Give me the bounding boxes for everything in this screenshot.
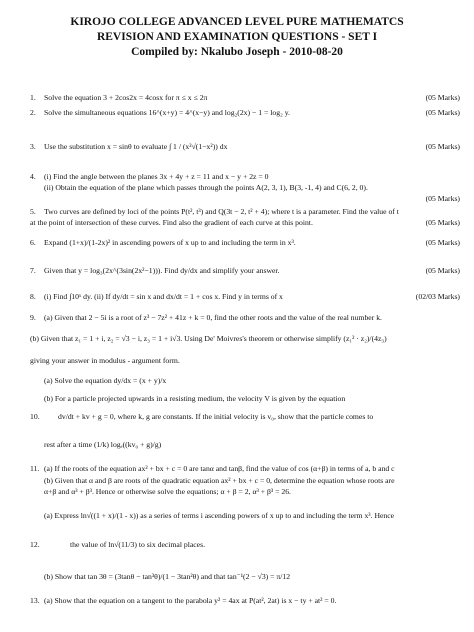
marks-label: (05 Marks): [425, 142, 460, 151]
question-part-a: (a) Solve the equation dy/dx = (x + y)/x: [44, 376, 167, 385]
set-title: REVISION AND EXAMINATION QUESTIONS - SET I: [96, 31, 378, 43]
question-number: 3.: [30, 142, 36, 151]
question-number: 1.: [30, 93, 36, 102]
marks-label: (02/03 Marks): [415, 292, 460, 301]
compiler-line: Compiled by: Nkalubo Joseph - 2010-08-20: [131, 46, 343, 58]
marks-label: (05 Marks): [425, 218, 460, 227]
question-text: (i) Find ∫10ˣ dy. (ii) If dy/dt = sin x and dx/dt = 1 + cos x. Find y in terms of x: [44, 292, 283, 301]
marks-label: (05 Marks): [425, 194, 460, 203]
question-text: Solve the simultaneous equations 16^(x+y) = 4^(x−y) and log₂(2x) − 1 = log₂ y.: [44, 108, 290, 117]
question-number: 2.: [30, 108, 36, 117]
question-part-b: (b) Given that α and β are roots of the quadratic equation ax² + bx + c = 0, determine the equation whose roots are: [44, 476, 395, 485]
question-text: Expand (1+x)/(1-2x)² in ascending powers of x up to and including the term in x³.: [44, 238, 296, 247]
question-part-i: (i) Find the angle between the planes 3x + 4y + z = 11 and x − y + 2z = 0: [44, 172, 269, 181]
question-text-cont: rest after a time (1/k) logₑ((kv₀ + g)/g): [44, 440, 162, 449]
question-number: 13.: [30, 596, 40, 605]
marks-label: (05 Marks): [425, 238, 460, 247]
question-text: Use the substitution x = sinθ to evaluate ∫ 1 / (x²√(1−x²)) dx: [44, 142, 228, 151]
question-part-a: (a) If the roots of the equation ax² + bx + c = 0 are tanα and tanβ, find the value of cos (α+β) in terms of a, b and c: [44, 464, 395, 473]
question-text-cont: α+β and α³ + β³. Hence or otherwise solve the equations; α + β = 2, α³ + β³ = 26.: [44, 487, 291, 496]
question-number: 8.: [30, 292, 36, 301]
question-number: 5.: [30, 207, 36, 216]
question-number: 7.: [30, 266, 36, 275]
question-text-cont: giving your answer in modulus - argument form.: [30, 356, 180, 365]
marks-label: (05 Marks): [425, 93, 460, 102]
question-part-b: (b) For a particle projected upwards in a resisting medium, the velocity V is given by the equation: [44, 394, 346, 403]
question-number: 4.: [30, 172, 36, 181]
question-part-ii: (ii) Obtain the equation of the plane which passes through the points A(2, 3, 1), B(3, -1, 4) and C(6, 2, 0).: [44, 183, 368, 192]
question-number: 11.: [30, 464, 40, 473]
question-part-a: (a) Given that 2 − 5i is a root of z³ − 7z² + 41z + k = 0, find the other roots and the value of the real number k.: [44, 313, 382, 322]
question-part-b: (b) Show that tan 3θ = (3tanθ − tan³θ)/(1 − 3tan²θ) and that tan⁻¹(2 − √3) = π/12: [44, 572, 291, 581]
question-number: 12.: [30, 540, 40, 549]
question-text: Solve the equation 3 + 2cos2x = 4cosx for π ≤ x ≤ 2π: [44, 93, 208, 102]
question-number: 9.: [30, 313, 36, 322]
marks-label: (05 Marks): [425, 266, 460, 275]
question-part-a: (a) Express ln√((1 + x)/(1 - x)) as a series of terms i ascending powers of x up to and including the term x³. Hence: [44, 511, 395, 520]
question-text-cont: at the point of intersection of these curves. Find also the gradient of each curve at this point.: [30, 218, 313, 227]
question-text-cont: the value of ln√(11/3) to six decimal places.: [70, 540, 206, 549]
question-text: dv/dt + kv + g = 0, where k, g are constants. If the initial velocity is v₀, show that the particle comes to: [58, 412, 374, 421]
question-text: Two curves are defined by loci of the points P(t², t³) and Q(3t − 2, t² + 4); where t is a parameter. Find the value of t: [44, 207, 399, 216]
question-part-a: (a) Show that the equation on a tangent to the parabola y² = 4ax at P(at², 2at) is x − ty + at² = 0.: [44, 596, 337, 605]
college-title: KIROJO COLLEGE ADVANCED LEVEL PURE MATHEMATCS: [70, 16, 404, 28]
question-part-b: (b) Given that z₁ = 1 + i, z₂ = √3 − i, z₃ = 1 + i√3. Using De' Moivres's theorem or otherwise simplify (z₁² · z₂)/(4z₃): [30, 334, 387, 343]
marks-label: (05 Marks): [425, 108, 460, 117]
question-number: 10.: [30, 412, 40, 421]
question-text: Given that y = log₃(2x^(3sin(2x²−1))). Find dy/dx and simplify your answer.: [44, 266, 280, 275]
question-number: 6.: [30, 238, 36, 247]
